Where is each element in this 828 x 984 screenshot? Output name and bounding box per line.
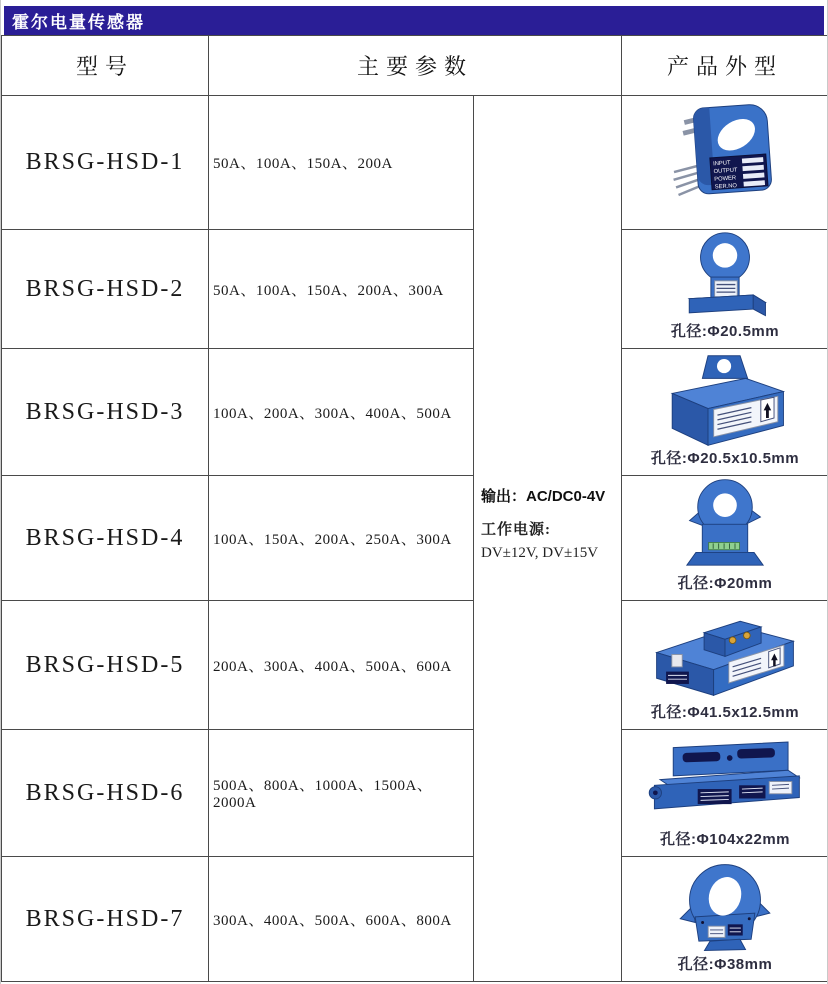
params-cell: 100A、200A、300A、400A、500A: [209, 349, 474, 476]
svg-text:INPUT: INPUT: [712, 159, 731, 167]
params-cell: 500A、800A、1000A、1500A、2000A: [209, 730, 474, 857]
hole-diameter-caption: 孔径:Φ41.5x12.5mm: [650, 704, 800, 721]
params-cell: 50A、100A、150A、200A: [209, 96, 474, 230]
product-cell: [622, 349, 828, 476]
product-table: [1, 35, 828, 982]
product-cell: [622, 730, 828, 857]
column-header-model: 型号: [2, 36, 209, 96]
model-cell: BRSG-HSD-1: [2, 96, 209, 230]
product-photo-brsg-hsd-3: [659, 350, 791, 452]
page-title-bar: [4, 6, 824, 35]
model-cell: BRSG-HSD-5: [2, 601, 209, 730]
output-spec: 输出：AC/DC0-4V: [481, 488, 606, 505]
product-photo-brsg-hsd-4: [675, 477, 775, 577]
column-header-appearance: 产品外型: [622, 36, 828, 96]
product-cell: [622, 601, 828, 730]
column-header-params: 主要参数: [209, 36, 622, 96]
product-cell: [622, 857, 828, 981]
product-cell: [622, 476, 828, 601]
model-cell: BRSG-HSD-4: [2, 476, 209, 601]
table-header-row: [2, 36, 828, 96]
product-photo-brsg-hsd-7: [669, 859, 781, 957]
model-cell: BRSG-HSD-7: [2, 857, 209, 981]
product-cell: [622, 230, 828, 349]
params-cell: 50A、100A、150A、200A、300A: [209, 230, 474, 349]
params-cell: 100A、150A、200A、250A、300A: [209, 476, 474, 601]
output-spec-cell: [474, 96, 622, 981]
params-cell: 200A、300A、400A、500A、600A: [209, 601, 474, 730]
power-supply-value: DV±12V, DV±15V: [481, 545, 599, 561]
product-photo-brsg-hsd-2: [677, 230, 773, 326]
table-body: [2, 96, 828, 981]
params-cell: 300A、400A、500A、600A、800A: [209, 857, 474, 981]
model-cell: BRSG-HSD-6: [2, 730, 209, 857]
hole-diameter-caption: 孔径:Φ20.5mm: [670, 323, 780, 340]
page-title: 霍尔电量传感器: [12, 13, 145, 32]
svg-text:OUTPUT: OUTPUT: [713, 166, 738, 175]
hole-diameter-caption: 孔径:Φ104x22mm: [659, 831, 791, 848]
hole-diameter-caption: 孔径:Φ20.5x10.5mm: [650, 450, 800, 467]
power-supply-label: 工作电源:: [481, 522, 551, 538]
product-photo-brsg-hsd-6: [645, 738, 805, 826]
product-photo-brsg-hsd-1: [667, 94, 783, 210]
hole-diameter-caption: 孔径:Φ20mm: [677, 575, 773, 592]
model-cell: BRSG-HSD-3: [2, 349, 209, 476]
hole-diameter-caption: 孔径:Φ38mm: [677, 956, 773, 973]
product-cell: [622, 96, 828, 230]
svg-text:SER.NO: SER.NO: [714, 182, 738, 191]
svg-text:POWER: POWER: [714, 174, 737, 183]
model-cell: BRSG-HSD-2: [2, 230, 209, 349]
product-photo-brsg-hsd-5: [649, 607, 801, 702]
